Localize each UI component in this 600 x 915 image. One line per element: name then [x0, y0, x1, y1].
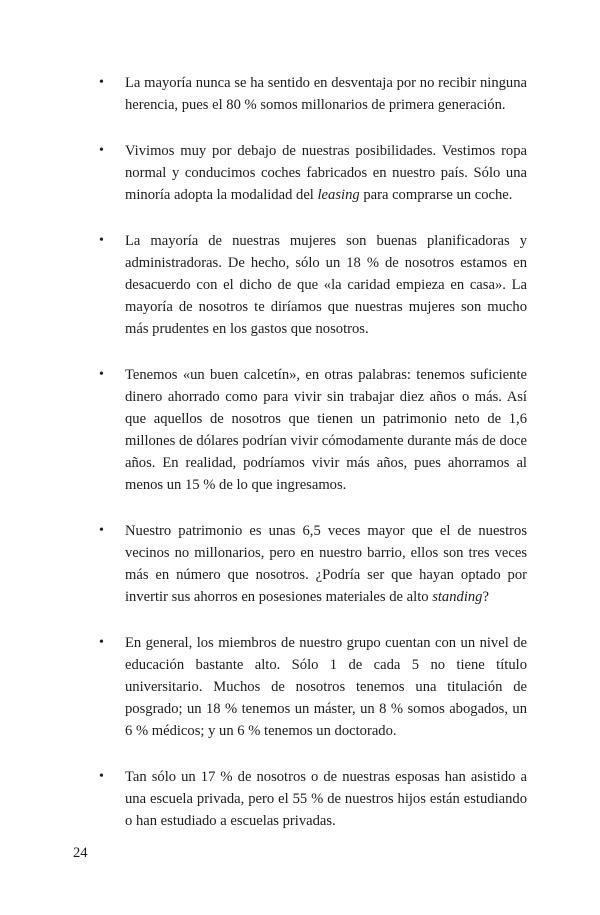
page-number: 24 [73, 845, 88, 861]
bullet-dot: • [99, 75, 104, 90]
text-run: Nuestro patrimonio es unas 6,5 veces mayor que el de nuestros vecinos no millonarios, pero en nuestro barrio, ellos son tres veces más en número que nosotros. ¿Podría ser que hayan optado por invertir sus ahorros en posesiones materiales de alto [125, 523, 527, 605]
bullet-dot: • [99, 635, 104, 650]
bullet-item [99, 364, 527, 496]
italic-term: leasing [317, 187, 360, 203]
bullet-text [125, 75, 527, 113]
text-run: La mayoría nunca se ha sentido en desventaja por no recibir ninguna herencia, pues el 80 % somos millonarios de primera generación. [125, 75, 527, 113]
text-run: ? [482, 589, 489, 605]
text-run: Tenemos «un buen calcetín», en otras palabras: tenemos suficiente dinero ahorrado como para vivir sin trabajar diez años o más. Así que aquellos de nosotros que tienen un patrimonio neto de 1,6 millones de dólares podrían vivir cómodamente durante más de doce años. En realidad, podríamos vivir más años, pues ahorramos al menos un 15 % de lo que ingresamos. [125, 367, 527, 493]
bullet-text [125, 523, 527, 605]
text-run: Vivimos muy por debajo de nuestras posibilidades. Vestimos ropa normal y conducimos coches fabricados en nuestro país. Sólo una minoría adopta la modalidad del [125, 143, 527, 203]
bullet-text [125, 233, 527, 337]
bullet-text [125, 769, 527, 829]
text-run: En general, los miembros de nuestro grupo cuentan con un nivel de educación bastante alto. Sólo 1 de cada 5 no tiene título universitario. Muchos de nosotros tenemos una titulación de posgrado; un 18 % tenemos un máster, un 8 % somos abogados, un 6 % médicos; y un 6 % tenemos un doctorado. [125, 635, 527, 739]
bullet-dot: • [99, 367, 104, 382]
bullet-item [99, 230, 527, 340]
bullet-item [99, 72, 527, 116]
italic-term: standing [432, 589, 483, 605]
bullet-item [99, 140, 527, 206]
text-run: Tan sólo un 17 % de nosotros o de nuestras esposas han asistido a una escuela privada, pero el 55 % de nuestros hijos están estudiando o han estudiado a escuelas privadas. [125, 769, 527, 829]
bullet-text [125, 367, 527, 493]
bullet-text [125, 635, 527, 739]
bullet-dot: • [99, 523, 104, 538]
bullet-item [99, 520, 527, 608]
bullet-text [125, 143, 527, 203]
bullet-dot: • [99, 143, 104, 158]
bullet-dot: • [99, 233, 104, 248]
bullet-dot: • [99, 769, 104, 784]
text-run: para comprarse un coche. [359, 187, 513, 203]
bullet-item [99, 766, 527, 832]
text-run: La mayoría de nuestras mujeres son buenas planificadoras y administradoras. De hecho, sólo un 18 % de nosotros estamos en desacuerdo con el dicho de que «la caridad empieza en casa». La mayoría de nosotros te diríamos que nuestras mujeres son mucho más prudentes en los gastos que nosotros. [125, 233, 527, 337]
bullet-list [99, 72, 527, 856]
bullet-item [99, 632, 527, 742]
